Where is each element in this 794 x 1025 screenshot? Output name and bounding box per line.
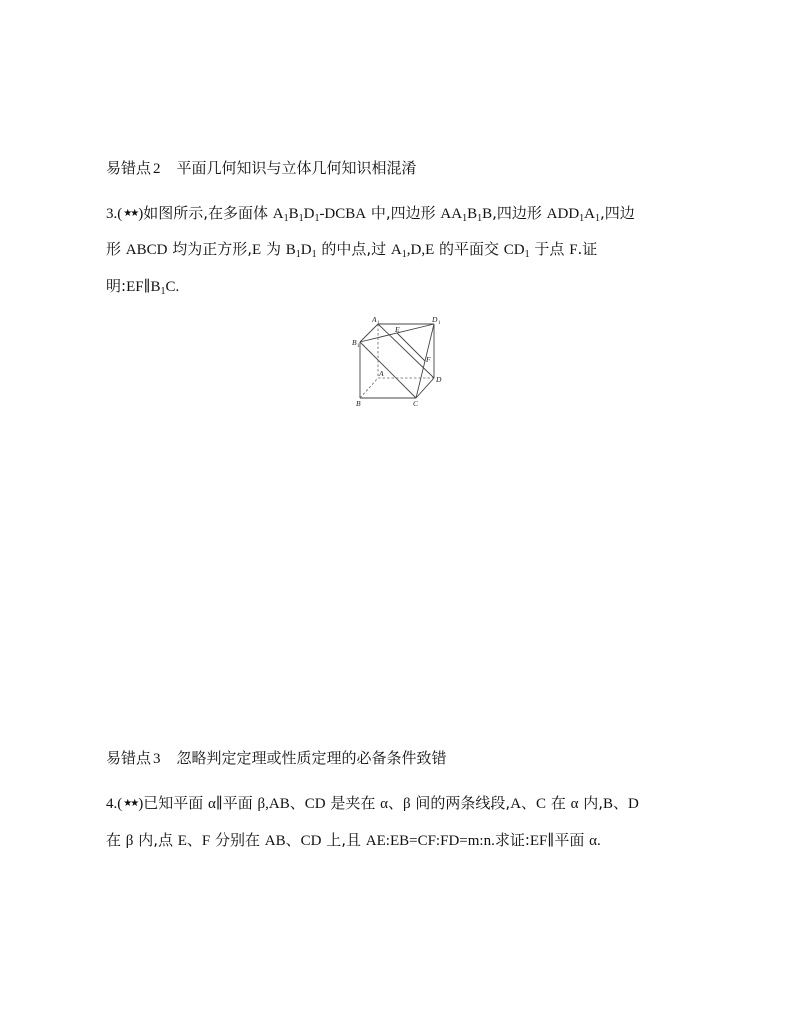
- edge-a1d: [378, 324, 434, 378]
- label-d: D: [436, 375, 442, 384]
- parallel-symbol: ∥: [547, 833, 555, 849]
- problem-4-line-1: [106, 793, 639, 814]
- math-text: A、C: [510, 796, 547, 812]
- label-f: F: [426, 355, 431, 364]
- section-title: 平面几何知识与立体几何知识相混淆: [176, 159, 417, 177]
- square-name: ABCD: [125, 242, 168, 258]
- text: 求证:: [494, 831, 530, 849]
- problem-number: 3.(: [106, 206, 123, 222]
- text: 是夹在: [325, 794, 381, 812]
- problem-number-close: ): [138, 796, 144, 812]
- parallel-symbol: ∥: [215, 796, 223, 812]
- text: 的中点,过: [316, 240, 391, 258]
- text: 在: [546, 794, 571, 812]
- text: 中,四边形: [366, 204, 441, 222]
- label-d1: D: [432, 315, 438, 324]
- section-number: 2: [153, 161, 161, 177]
- edge-ba-hidden: [360, 378, 378, 398]
- section-label: 易错点: [106, 749, 152, 767]
- quad-aa1b1b: $AA_1B_1B$: [440, 206, 493, 224]
- text: 在: [106, 831, 126, 849]
- line-cd1: $CD_1$: [503, 242, 530, 260]
- text: ,四边形: [492, 204, 547, 222]
- text: .证: [577, 240, 598, 258]
- problem-3-line-1: [106, 203, 635, 224]
- text: 内,点: [133, 831, 178, 849]
- problem-3-line-2: [106, 239, 597, 260]
- segment-b1d1: $B_1D_1$: [285, 242, 317, 260]
- text: 分别在: [210, 831, 265, 849]
- label-a1-sub: 1: [377, 321, 380, 326]
- label-a1: A: [372, 315, 377, 324]
- quad-add1a1: $ADD_1A_1$: [546, 206, 601, 224]
- math-text: AB、CD: [264, 833, 322, 849]
- segment-b1c: $B_1C$.: [150, 279, 180, 297]
- text: 均为正方形,: [167, 240, 253, 258]
- difficulty-stars-icon: ★★: [123, 798, 138, 809]
- text: 为: [261, 240, 286, 258]
- segment-ef: EF: [529, 833, 548, 849]
- math-text: α、β: [380, 796, 411, 812]
- text: 上,且: [321, 831, 366, 849]
- label-b1-sub: 1: [357, 344, 360, 349]
- text: 的平面交: [434, 240, 504, 258]
- text: 形: [106, 240, 126, 258]
- problem-number: 4.(: [106, 796, 123, 812]
- ratio-expression: AE:EB=CF:FD=m:n.: [365, 833, 495, 849]
- text: 间的两条线段,: [410, 794, 511, 812]
- section-heading-2: [106, 158, 417, 179]
- text: 内,: [578, 794, 603, 812]
- problem-number-close: ): [138, 206, 144, 222]
- math-text: B、D: [603, 796, 639, 812]
- math-text: E、F: [177, 833, 211, 849]
- parallel-symbol: ∥: [143, 279, 151, 295]
- polyhedron-figure: [346, 312, 446, 408]
- points-a1de: $A_1,D,E$: [390, 242, 435, 260]
- point-e: E: [252, 242, 262, 258]
- section-heading-3: [106, 748, 447, 769]
- text: 明:: [106, 277, 127, 295]
- symbol-alpha: α: [207, 796, 216, 812]
- section-title: 忽略判定定理或性质定理的必备条件致错: [176, 749, 447, 767]
- text: 于点: [529, 240, 570, 258]
- text: 平面: [222, 794, 258, 812]
- point-f: F: [569, 242, 578, 258]
- label-b1: B: [352, 338, 357, 347]
- polyhedron-name: $A_1B_1D_1$-DCBA: [272, 206, 367, 224]
- problem-3-line-3: [106, 276, 179, 297]
- section-number: 3: [153, 751, 161, 767]
- symbol-alpha: α: [570, 796, 579, 812]
- symbol-alpha: α.: [589, 833, 601, 849]
- polyhedron-diagram: [346, 312, 446, 408]
- symbol-beta: β: [125, 833, 134, 849]
- difficulty-stars-icon: ★★: [123, 208, 138, 219]
- label-d1-sub: 1: [438, 321, 441, 326]
- label-a: A: [379, 369, 384, 378]
- text: 已知平面: [143, 794, 208, 812]
- math-text: β,AB、CD: [257, 796, 326, 812]
- problem-4-line-2: [106, 830, 601, 851]
- label-b: B: [356, 399, 361, 408]
- edge-b1a1: [360, 324, 378, 342]
- edge-b1c: [360, 342, 416, 398]
- text: 如图所示,在多面体: [143, 204, 273, 222]
- text: ,四边: [600, 204, 635, 222]
- segment-ef-line: [397, 333, 425, 361]
- section-label: 易错点: [106, 159, 152, 177]
- text: 平面: [554, 831, 590, 849]
- label-c: C: [413, 399, 419, 408]
- label-e: E: [395, 325, 400, 334]
- segment-ef: EF: [126, 279, 144, 295]
